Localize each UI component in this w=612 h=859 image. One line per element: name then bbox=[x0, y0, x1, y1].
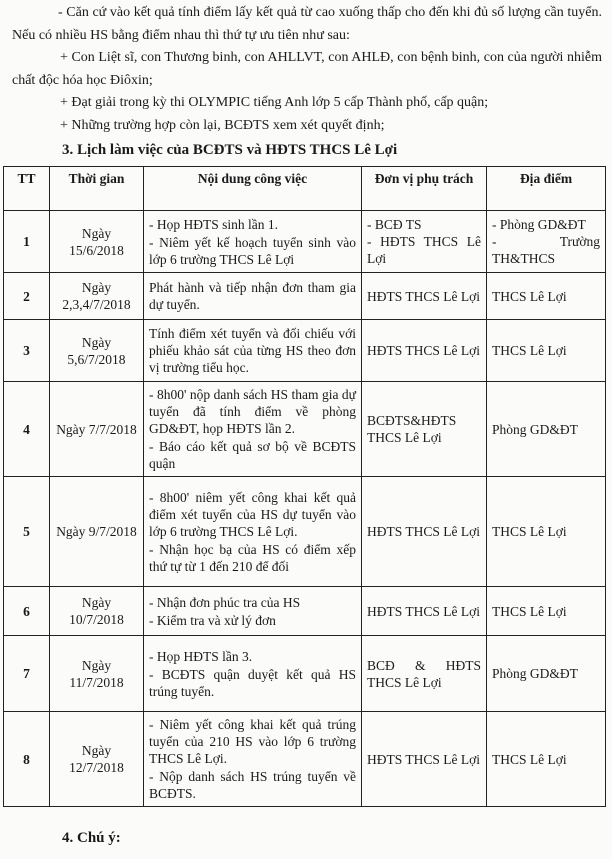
place-line: THCS Lê Lợi bbox=[492, 524, 567, 539]
row-tasks bbox=[144, 320, 362, 382]
header-tasks: Nội dung công việc bbox=[144, 167, 362, 211]
row-time: Ngày 10/7/2018 bbox=[50, 587, 144, 636]
table-row bbox=[4, 273, 606, 320]
task-line: - Báo cáo kết quả sơ bộ về BCĐTS quận bbox=[149, 439, 356, 471]
task-line: - Niêm yết kế hoạch tuyển sinh vào lớp 6 trường THCS Lê Lợi bbox=[149, 234, 356, 267]
unit-line: BCĐTS&HĐTS THCS Lê Lợi bbox=[367, 413, 457, 445]
row-unit bbox=[362, 636, 487, 712]
row-time: Ngày 5,6/7/2018 bbox=[50, 320, 144, 382]
unit-line: - HĐTS THCS Lê Lợi bbox=[367, 234, 481, 266]
row-time: Ngày 15/6/2018 bbox=[50, 211, 144, 273]
table-row bbox=[4, 587, 606, 636]
row-tasks bbox=[144, 211, 362, 273]
row-unit bbox=[362, 712, 487, 807]
row-place bbox=[487, 477, 606, 587]
row-number: 1 bbox=[4, 211, 50, 273]
place-line: THCS Lê Lợi bbox=[492, 751, 567, 767]
row-unit bbox=[362, 273, 487, 320]
place-line: THCS Lê Lợi bbox=[492, 288, 567, 304]
row-number: 4 bbox=[4, 382, 50, 477]
place-line: THCS Lê Lợi bbox=[492, 343, 567, 358]
row-unit bbox=[362, 587, 487, 636]
priority-item-1: + Con Liệt sĩ, con Thương binh, con AHLLVT, con AHLĐ, con bệnh binh, con của người nhiễm chất độc hóa học Điôxin; bbox=[12, 50, 602, 88]
row-tasks bbox=[144, 477, 362, 587]
row-time: Ngày 12/7/2018 bbox=[50, 712, 144, 807]
task-line: - Họp HĐTS sinh lần 1. bbox=[149, 216, 278, 232]
row-number: 3 bbox=[4, 320, 50, 382]
header-tt: TT bbox=[4, 167, 50, 211]
row-time: Ngày 7/7/2018 bbox=[50, 382, 144, 477]
header-place: Địa điểm bbox=[487, 167, 606, 211]
table-row bbox=[4, 320, 606, 382]
row-place bbox=[487, 320, 606, 382]
row-unit bbox=[362, 211, 487, 273]
note-heading: 4. Chú ý: bbox=[62, 830, 121, 846]
priority-item-2: + Đạt giải trong kỳ thi OLYMPIC tiếng Anh lớp 5 cấp Thành phố, cấp quận; bbox=[60, 95, 489, 110]
table-row bbox=[4, 382, 606, 477]
priority-item-3: + Những trường hợp còn lại, BCĐTS xem xét quyết định; bbox=[60, 117, 385, 133]
row-tasks bbox=[144, 273, 362, 320]
place-line: THCS Lê Lợi bbox=[492, 603, 567, 619]
task-line: - 8h00' nộp danh sách HS tham gia dự tuyển đã tính điểm về phòng GD&ĐT, họp HĐTS lần 2. bbox=[149, 387, 356, 436]
table-row bbox=[4, 477, 606, 587]
task-line: Tính điểm xét tuyển và đối chiếu với phiếu khảo sát của từng HS theo đơn vị trường tiểu học. bbox=[149, 326, 356, 375]
unit-line: HĐTS THCS Lê Lợi bbox=[367, 603, 481, 619]
task-line: - Kiểm tra và xử lý đơn bbox=[149, 612, 276, 628]
place-line: - Phòng GD&ĐT bbox=[492, 217, 586, 232]
task-line: - Nộp danh sách HS trúng tuyển về BCĐTS. bbox=[149, 769, 356, 801]
intro-section bbox=[0, 2, 612, 137]
table-row bbox=[4, 712, 606, 807]
row-tasks bbox=[144, 587, 362, 636]
row-tasks bbox=[144, 712, 362, 807]
task-line: - Niêm yết công khai kết quả trúng tuyển của 210 HS vào lớp 6 trường THCS Lê Lợi. bbox=[149, 717, 356, 766]
unit-line: HĐTS THCS Lê Lợi bbox=[367, 343, 481, 358]
ranking-rule-paragraph: - Căn cứ vào kết quả tính điểm lấy kết quả từ cao xuống thấp cho đến khi đủ số lượng cần tuyển. Nếu có nhiều HS bằng điểm nhau thì thứ tự ưu tiên như sau: bbox=[12, 5, 602, 43]
row-number: 5 bbox=[4, 477, 50, 587]
row-unit bbox=[362, 382, 487, 477]
task-line: - Họp HĐTS lần 3. bbox=[149, 648, 253, 664]
header-unit: Đơn vị phụ trách bbox=[362, 167, 487, 211]
unit-line: HĐTS THCS Lê Lợi bbox=[367, 524, 481, 539]
task-line: Phát hành và tiếp nhận đơn tham gia dự tuyển. bbox=[149, 280, 356, 312]
row-tasks bbox=[144, 382, 362, 477]
row-time: Ngày 2,3,4/7/2018 bbox=[50, 273, 144, 320]
task-line: - Nhận đơn phúc tra của HS bbox=[149, 594, 301, 610]
task-line: - 8h00' niêm yết công khai kết quả điểm xét tuyển của HS dự tuyển vào lớp 6 trường THCS Lê Lợi. bbox=[149, 489, 356, 539]
unit-line: HĐTS THCS Lê Lợi bbox=[367, 751, 481, 767]
row-time: Ngày 11/7/2018 bbox=[50, 636, 144, 712]
place-line: - Trường TH&THCS bbox=[492, 234, 600, 266]
table-row bbox=[4, 636, 606, 712]
row-place bbox=[487, 211, 606, 273]
unit-line: - BCĐ TS bbox=[367, 217, 422, 232]
row-number: 8 bbox=[4, 712, 50, 807]
row-place bbox=[487, 273, 606, 320]
row-number: 6 bbox=[4, 587, 50, 636]
row-unit bbox=[362, 320, 487, 382]
unit-line: BCĐ & HĐTS THCS Lê Lợi bbox=[367, 657, 481, 690]
task-line: - Nhận học bạ của HS có điểm xếp thứ tự từ 1 đến 210 để đối bbox=[149, 541, 356, 574]
place-line: Phòng GD&ĐT bbox=[492, 421, 578, 437]
row-unit bbox=[362, 477, 487, 587]
row-place bbox=[487, 382, 606, 477]
row-tasks bbox=[144, 636, 362, 712]
table-row bbox=[4, 211, 606, 273]
row-place bbox=[487, 712, 606, 807]
schedule-table bbox=[3, 166, 606, 807]
table-header-row bbox=[4, 167, 606, 211]
header-time: Thời gian bbox=[50, 167, 144, 211]
row-place bbox=[487, 587, 606, 636]
task-line: - BCĐTS quận duyệt kết quả HS trúng tuyển. bbox=[149, 666, 356, 699]
row-number: 2 bbox=[4, 273, 50, 320]
unit-line: HĐTS THCS Lê Lợi bbox=[367, 288, 481, 304]
row-place bbox=[487, 636, 606, 712]
schedule-heading: 3. Lịch làm việc của BCĐTS và HĐTS THCS Lê Lợi bbox=[62, 142, 398, 158]
place-line: Phòng GD&ĐT bbox=[492, 666, 578, 681]
row-time: Ngày 9/7/2018 bbox=[50, 477, 144, 587]
row-number: 7 bbox=[4, 636, 50, 712]
